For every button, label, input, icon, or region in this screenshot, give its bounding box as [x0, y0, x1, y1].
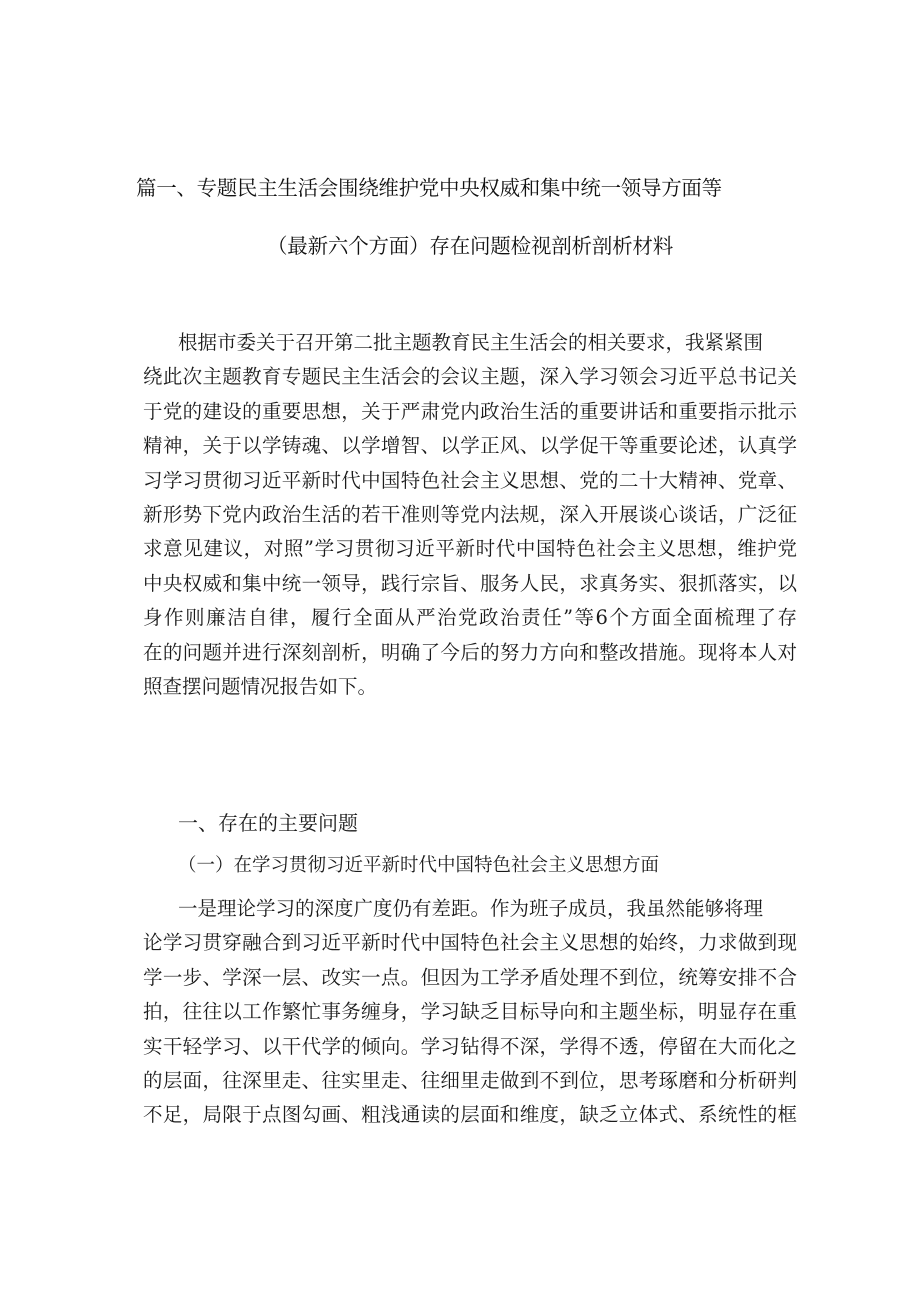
intro-line-2: 绕此次主题教育专题民主生活会的会议主题，深入学习领会习近平总书记关: [143, 365, 797, 389]
intro-line-5: 习学习贯彻习近平新时代中国特色社会主义思想、党的二十大精神、党章、: [143, 468, 797, 492]
subsection-heading: （一）在学习贯彻习近平新时代中国特色社会主义思想方面: [178, 855, 660, 876]
intro-line-7: 求意见建议，对照”学习贯彻习近平新时代中国特色社会主义思想，维护党: [143, 537, 797, 561]
point-one-paragraph: [143, 892, 797, 1133]
section-heading: 一、存在的主要问题: [178, 811, 358, 835]
intro-line-10: 在的问题并进行深刻剖析，明确了今后的努力方向和整改措施。现将本人对: [143, 640, 797, 664]
intro-line-1: 根据市委关于召开第二批主题教育民主生活会的相关要求，我紧紧围: [178, 331, 764, 354]
point-one-line-5: 实干轻学习、以干代学的倾向。学习钻得不深，学得不透，停留在大而化之: [143, 1034, 797, 1058]
point-one-line-4: 拍，往往以工作繁忙事务缠身，学习缺乏目标导向和主题坐标，明显存在重: [143, 1000, 797, 1024]
intro-line-9: 身作则廉洁自律，履行全面从严治党政治责任”等6个方面全面梳理了存: [143, 606, 797, 630]
document-title-line-2: （最新六个方面）存在问题检视剖析剖析材料: [267, 234, 673, 258]
document-title-line-1: 篇一、专题民主生活会围绕维护党中央权威和集中统一领导方面等: [136, 176, 722, 200]
intro-line-3: 于党的建设的重要思想，关于严肃党内政治生活的重要讲话和重要指示批示: [143, 399, 797, 423]
intro-line-8: 中央权威和集中统一领导，践行宗旨、服务人民，求真务实、狠抓落实，以: [143, 571, 797, 595]
point-one-line-2: 论学习贯穿融合到习近平新时代中国特色社会主义思想的始终，力求做到现: [143, 931, 797, 955]
intro-line-11: 照查摆问题情况报告如下。: [143, 674, 378, 698]
intro-line-4: 精神，关于以学铸魂、以学增智、以学正风、以学促干等重要论述，认真学: [143, 434, 797, 458]
point-one-line-1: 一是理论学习的深度广度仍有差距。作为班子成员，我虽然能够将理: [178, 897, 764, 920]
intro-paragraph: [143, 326, 797, 704]
point-one-line-3: 学一步、学深一层、改实一点。但因为工学矛盾处理不到位，统筹安排不合: [143, 965, 797, 989]
point-one-line-7: 不足，局限于点图勾画、粗浅通读的层面和维度，缺乏立体式、系统性的框: [143, 1103, 797, 1127]
intro-line-6: 新形势下党内政治生活的若干准则等党内法规，深入开展谈心谈话，广泛征: [143, 502, 797, 526]
point-one-line-6: 的层面，往深里走、往实里走、往细里走做到不到位，思考琢磨和分析研判: [143, 1068, 797, 1092]
